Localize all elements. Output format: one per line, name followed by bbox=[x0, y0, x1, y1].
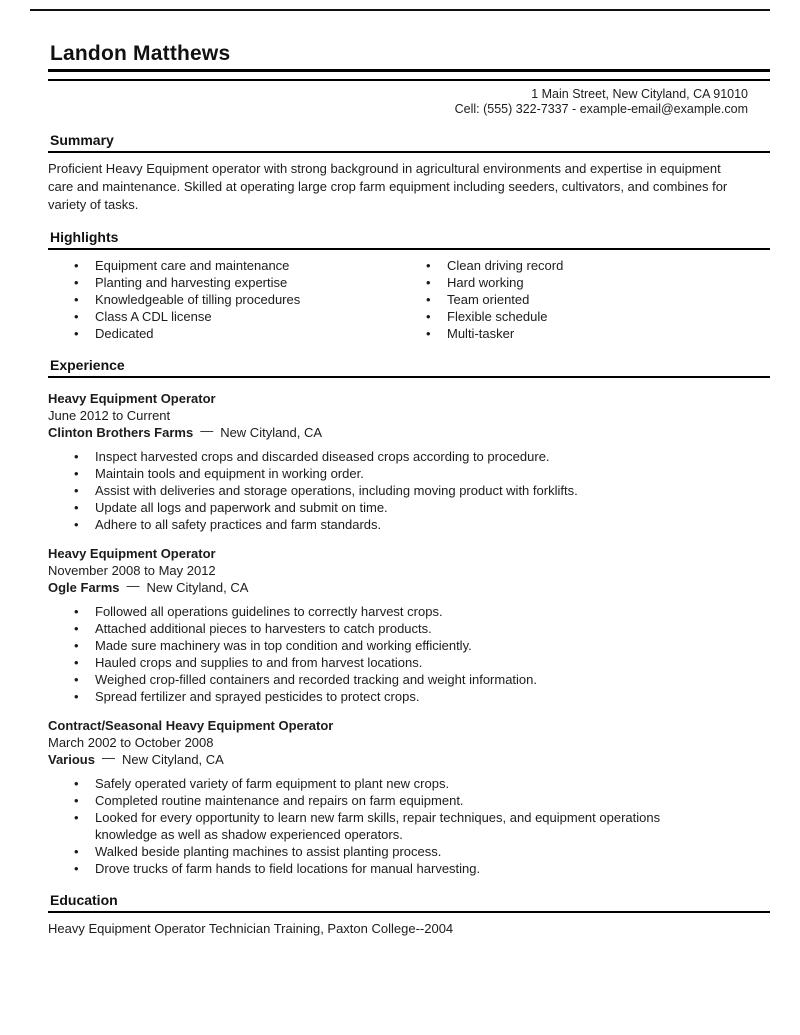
job-entry bbox=[48, 545, 770, 705]
highlights-left-column bbox=[48, 257, 400, 342]
job-duty-item: • Weighed crop-filled containers and recorded tracking and weight information. bbox=[48, 671, 715, 688]
job-location: New Cityland, CA bbox=[121, 752, 224, 767]
contact-cell-email: Cell: (555) 322-7337 - example-email@example.com bbox=[454, 102, 748, 116]
job-title: Contract/Seasonal Heavy Equipment Operator bbox=[48, 718, 334, 733]
section-summary bbox=[48, 132, 770, 214]
highlight-item: • Dedicated bbox=[48, 325, 400, 342]
job-duties bbox=[48, 775, 770, 877]
education-entry: Heavy Equipment Operator Technician Training, Paxton College--2004 bbox=[48, 921, 454, 936]
job-entry bbox=[48, 390, 770, 533]
education-heading: Education bbox=[48, 892, 770, 913]
section-experience bbox=[48, 357, 770, 877]
highlights-heading: Highlights bbox=[48, 229, 770, 250]
job-duty-item: • Drove trucks of farm hands to field locations for manual harvesting. bbox=[48, 860, 715, 877]
summary-text: Proficient Heavy Equipment operator with strong background in agricultural environments and expertise in equipment care and maintenance. Skilled at operating large crop farm equipment including seeders, cultivators, and combines for variety of tasks. bbox=[48, 161, 728, 212]
section-highlights bbox=[48, 229, 770, 342]
company-name: Ogle Farms bbox=[48, 580, 120, 595]
company-name: Clinton Brothers Farms bbox=[48, 425, 194, 440]
highlight-item: • Multi-tasker bbox=[400, 325, 770, 342]
job-duty-item: • Adhere to all safety practices and farm standards. bbox=[48, 516, 715, 533]
highlight-item: • Knowledgeable of tilling procedures bbox=[48, 291, 400, 308]
contact-block bbox=[48, 87, 770, 117]
highlight-item: • Hard working bbox=[400, 274, 770, 291]
highlights-columns bbox=[48, 250, 770, 342]
job-duty-item: • Looked for every opportunity to learn new farm skills, repair techniques, and equipment operations knowledge as well as shadow experienced operators. bbox=[48, 809, 715, 843]
job-duty-item: • Made sure machinery was in top condition and working efficiently. bbox=[48, 637, 715, 654]
company-location-separator: — bbox=[101, 750, 115, 765]
job-title: Heavy Equipment Operator bbox=[48, 546, 216, 561]
job-duty-item: • Safely operated variety of farm equipment to plant new crops. bbox=[48, 775, 715, 792]
highlight-item: • Class A CDL license bbox=[48, 308, 400, 325]
job-dates: March 2002 to October 2008 bbox=[48, 735, 214, 750]
job-dates: June 2012 to Current bbox=[48, 408, 171, 423]
job-duty-item: • Completed routine maintenance and repairs on farm equipment. bbox=[48, 792, 715, 809]
highlight-item: • Equipment care and maintenance bbox=[48, 257, 400, 274]
job-duty-item: • Spread fertilizer and sprayed pesticides to protect crops. bbox=[48, 688, 715, 705]
job-location: New Cityland, CA bbox=[220, 425, 323, 440]
company-location-separator: — bbox=[200, 423, 214, 438]
job-duty-item: • Inspect harvested crops and discarded diseased crops according to procedure. bbox=[48, 448, 715, 465]
job-duty-item: • Maintain tools and equipment in working order. bbox=[48, 465, 715, 482]
header-divider bbox=[48, 69, 770, 81]
job-duties bbox=[48, 603, 770, 705]
job-company-line bbox=[48, 751, 770, 769]
company-name: Various bbox=[48, 752, 95, 767]
job-entry bbox=[48, 717, 770, 877]
job-duties bbox=[48, 448, 770, 533]
page-title: Landon Matthews bbox=[50, 42, 231, 65]
job-duty-item: • Followed all operations guidelines to correctly harvest crops. bbox=[48, 603, 715, 620]
job-duty-item: • Hauled crops and supplies to and from harvest locations. bbox=[48, 654, 715, 671]
job-company-line bbox=[48, 424, 770, 442]
highlight-item: • Team oriented bbox=[400, 291, 770, 308]
highlights-right-column bbox=[400, 257, 770, 342]
job-list bbox=[48, 390, 770, 877]
summary-heading: Summary bbox=[48, 132, 770, 153]
highlight-item: • Flexible schedule bbox=[400, 308, 770, 325]
job-duty-item: • Walked beside planting machines to assist planting process. bbox=[48, 843, 715, 860]
page-top-rule bbox=[30, 9, 770, 11]
highlight-item: • Clean driving record bbox=[400, 257, 770, 274]
job-dates: November 2008 to May 2012 bbox=[48, 563, 216, 578]
experience-heading: Experience bbox=[48, 357, 770, 378]
job-location: New Cityland, CA bbox=[146, 580, 249, 595]
resume-header bbox=[48, 42, 770, 117]
contact-address: 1 Main Street, New Cityland, CA 91010 bbox=[531, 87, 748, 101]
job-title: Heavy Equipment Operator bbox=[48, 391, 216, 406]
job-company-line bbox=[48, 579, 770, 597]
job-duty-item: • Attached additional pieces to harvesters to catch products. bbox=[48, 620, 715, 637]
section-education bbox=[48, 892, 770, 937]
job-duty-item: • Update all logs and paperwork and submit on time. bbox=[48, 499, 715, 516]
job-duty-item: • Assist with deliveries and storage operations, including moving product with forklifts. bbox=[48, 482, 715, 499]
company-location-separator: — bbox=[126, 578, 140, 593]
highlight-item: • Planting and harvesting expertise bbox=[48, 274, 400, 291]
